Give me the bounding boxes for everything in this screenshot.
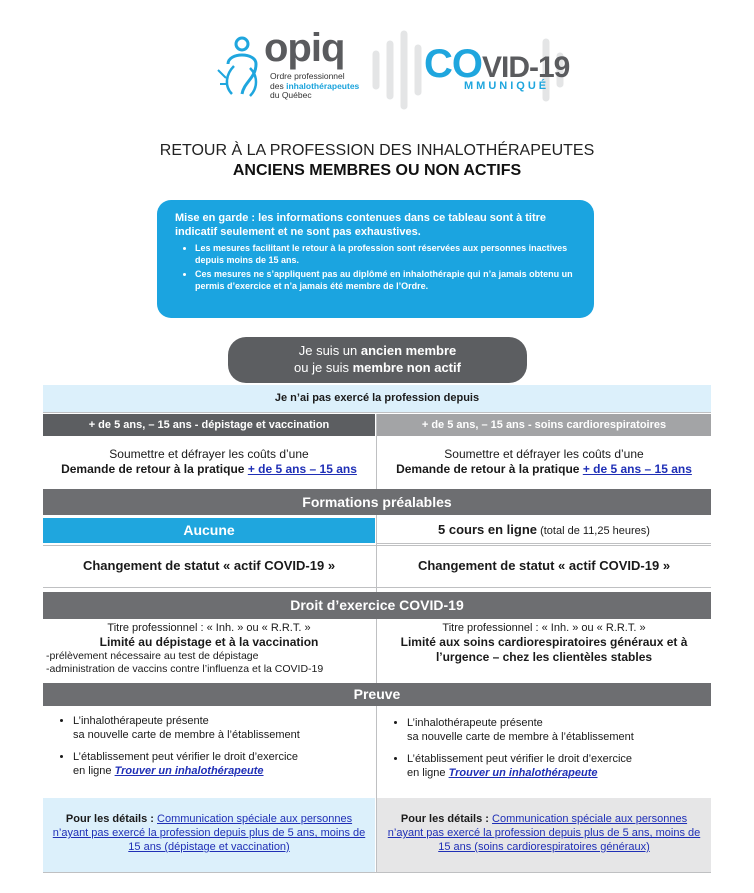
proof-left: • L’inhalothérapeute présente sa nouvelle carte de membre à l’établissement • L’établissement peut vérifier le droit d’exercice en ligne Trouver un inhalothérapeute: [43, 714, 375, 786]
droit-left: Titre professionnel : « Inh. » ou « R.R.T. » Limité au dépistage et à la vaccination -prélèvement nécessaire au test de dépistage -administration de vaccins contre l’influenza et la COVID-19: [46, 622, 324, 675]
page-subtitle: ANCIENS MEMBRES OU NON ACTIFS: [232, 162, 522, 179]
details-link-right[interactable]: Communication spéciale aux personnes n’ayant pas exercé la profession depuis plus de 5 ans, moins de 15 ans (soins cardiorespiratoires généraux): [387, 813, 701, 853]
page-title: RETOUR À LA PROFESSION DES INHALOTHÉRAPEUTES: [159, 142, 595, 159]
formation-none: Aucune: [43, 518, 375, 543]
opiq-wordmark: opiq: [264, 26, 345, 70]
divider: [43, 587, 711, 588]
column-header-right: + de 5 ans, – 15 ans - soins cardiorespiratoires: [377, 414, 711, 436]
submit-cell-right: Soumettre et défrayer les coûts d’une Demande de retour à la pratique + de 5 ans – 15 ans: [396, 447, 692, 476]
status-change-right: Changement de statut « actif COVID-19 »: [417, 558, 671, 573]
opiq-subtitle: Ordre professionnel des inhalothérapeutes du Québec: [270, 71, 360, 100]
divider: [43, 872, 711, 873]
covid-wordmark: COVID-19: [424, 42, 570, 86]
details-link-left[interactable]: Communication spéciale aux personnes n’ayant pas exercé la profession depuis plus de 5 ans, moins de 15 ans (dépistage et vaccination): [52, 813, 366, 853]
divider: [376, 619, 377, 683]
droit-right: Titre professionnel : « Inh. » ou « R.R.T. » Limité aux soins cardiorespiratoires généraux et à l’urgence – chez les clientèles stables: [400, 622, 688, 664]
section-preuve: Preuve: [43, 683, 711, 706]
return-request-link[interactable]: + de 5 ans – 15 ans: [582, 462, 692, 476]
divider: [377, 543, 711, 544]
divider: [376, 414, 377, 489]
divider: [43, 545, 711, 546]
member-status-pill: Je suis un ancien membre ou je suis membre non actif: [228, 337, 527, 383]
divider: [376, 515, 377, 592]
warning-box: [157, 200, 594, 318]
proof-right: • L’inhalothérapeute présente sa nouvelle carte de membre à l’établissement • L’établissement peut vérifier le droit d’exercice en ligne Trouver un inhalothérapeute: [377, 716, 711, 788]
find-inhalotherapist-link[interactable]: Trouver un inhalothérapeute: [114, 765, 264, 777]
details-left: Pour les détails : Communication spéciale aux personnes n’ayant pas exercé la profession depuis plus de 5 ans, moins de 15 ans (dépistage et vaccination): [43, 798, 375, 872]
divider: [43, 412, 711, 413]
formation-courses: 5 cours en ligne (total de 11,25 heures): [438, 522, 650, 537]
find-inhalotherapist-link[interactable]: Trouver un inhalothérapeute: [448, 767, 598, 779]
warning-lead: Mise en garde : les informations contenues dans ce tableau sont à titre indicatif seulement et ne sont pas exhaustives.: [175, 212, 547, 238]
details-right: Pour les détails : Communication spéciale aux personnes n’ayant pas exercé la profession depuis plus de 5 ans, moins de 15 ans (soins cardiorespiratoires généraux): [377, 798, 711, 872]
opiq-logo-figure-icon: [214, 34, 266, 106]
return-request-link[interactable]: + de 5 ans – 15 ans: [247, 462, 357, 476]
column-header-left: + de 5 ans, – 15 ans - dépistage et vaccination: [43, 414, 375, 436]
table-subheader: Je n’ai pas exercé la profession depuis: [43, 385, 711, 412]
status-change-left: Changement de statut « actif COVID-19 »: [82, 558, 336, 573]
communique-label: MMUNIQUÉ: [464, 80, 550, 92]
divider: [376, 706, 377, 872]
warning-bullet: • Ces mesures ne s’appliquent pas au diplômé en inhalothérapie qui n’a jamais obtenu un permis d’exercice et n’a jamais été membre de l’Ordre.: [195, 269, 580, 292]
section-droit: Droit d’exercice COVID-19: [43, 592, 711, 619]
section-formations: Formations préalables: [43, 489, 711, 515]
warning-bullet: • Les mesures facilitant le retour à la profession sont réservées aux personnes inactives depuis moins de 15 ans.: [195, 243, 580, 266]
submit-cell-left: Soumettre et défrayer les coûts d’une Demande de retour à la pratique + de 5 ans – 15 ans: [61, 447, 357, 476]
